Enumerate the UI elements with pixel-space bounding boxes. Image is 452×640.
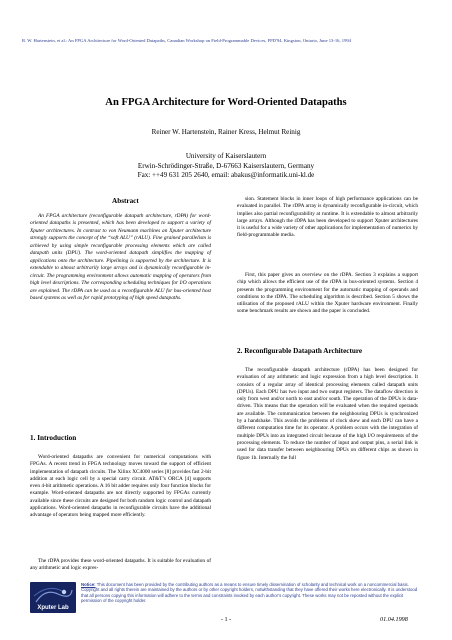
paper-title: An FPGA Architecture for Word-Oriented Datapaths [105,97,347,108]
affiliation-line-2: Erwin-Schrödinger-Straße, D-67663 Kaiserslautern, Germany [137,161,315,170]
affiliation-line-1: University of Kaiserslautern [185,152,267,160]
right-paragraph-1: sion. Statement blocks in inner loops of high performance applications can be evaluated in parallel. The rDPA array is dynamically reconfigurable in-circuit, which implies also partial reconfigurability at runtime. It is extendable to almost arbitrarily large arrays. Although the rDPA has been developed to support Xputer architectures it is useful for a wide variety of other applications for implementation of numerics by field-programmable media. [237,196,418,239]
notice-body: This document has been provided by the contributing authors as a means to ensure timely dissemination of scholarity and technical work on a noncommercial basis. Copyright and all rights therein are maintained by the authors or by other copyright holders, notwithstanding that they have offered their works here electronically. It is understood that all persons copying this information will adhere to the terms and constraints invoked by each author’s copyright. These works may not be reposted without the explicit permission of the copyright holder. [81,582,418,604]
affiliation [0,152,452,181]
abstract-heading: Abstract [112,197,139,205]
abstract-text: An FPGA architecture (reconfigurable datapath architecture, rDPA) for word-oriented datapaths is presented, which has been developed to support a variety of Xputer architectures. In contrast to von Neumann machines an Xputer architecture strongly supports the concept of the “soft ALU” (rALU). Fine grained parallelism is achieved by using simple reconfigurable processing elements which are called datapath units (DPU). The word-oriented datapath simplifies the mapping of applications onto the architecture. Pipelining is supported by the architecture. It is extendable to almost arbitrarily large arrays and is dynamically reconfigurable in-circuit. The programming environment allows automatic mapping of operators from high level descriptions. The corresponding scheduling techniques for I/O operations are explained. The rDPA can be used as a reconfigurable ALU for bus-oriented host based systems as well as for rapid prototyping of high speed datapaths. [30,213,211,301]
section-2-heading: 2. Reconfigurable Datapath Architecture [237,347,363,355]
logo-text: Xputer Lab [37,605,69,611]
running-head: R. W. Hartenstein, et al.: An FPGA Architecture for Word-Oriented Datapaths, Canadian Workshop on Field-Programmable Devices, FPD'94, Kingston, Ontario, June 13-16, 1994 [22,38,351,43]
page-number: - 1 - [220,616,232,623]
right-paragraph-2: First, this paper gives an overview on the rDPA. Section 3 explains a support chip which allows the efficient use of the rDPA in bus-oriented systems. Section 4 presents the programming environment for the automatic mapping of operands and conditions to the rDPA. The scheduling algorithm is described. Section 5 shows the utilisation of the proposed rALU within the Xputer hardware environment. Finally some benchmark results are shown and the paper is concluded. [237,272,418,315]
right-paragraph-3: The reconfigurable datapath architecture (rDPA) has been designed for evaluation of any arithmetic and logic expression from a high level description. It consists of a regular array of identical processing elements called datapath units (DPUs). Each DPU has two input and two output registers. The dataflow direction is only from west and/or north to east and/or south. The operation of the DPUs is data-driven. This means that the operation will be evaluated when the required operands are available. The communication between the neighbouring DPUs is synchronized by a handshake. This avoids the problems of clock skew and each DPU can have a different computation time for its operator. A problem occurs with the integration of multiple DPUs into an integrated circuit because of the high I/O requirements of the processing elements. To reduce the number of input and output pins, a serial link is used for data transfer between neighbouring DPUs on different chips as shown in figure 1b. Internally the full [237,367,418,461]
intro-heading: 1. Introduction [30,434,77,442]
affiliation-line-3: Fax: ++49 631 205 2640, email: abakus@informatik.uni-kl.de [137,171,315,180]
authors: Reiner W. Hartenstein, Rainer Kress, Helmut Reinig [151,128,301,136]
footer-date: 01.04.1998 [380,616,408,623]
xputer-lab-logo [30,582,76,613]
intro-paragraph-2: The rDPA provides these word-oriented datapaths. It is suitable for evaluation of any arithmetic and logic expres- [30,558,211,572]
notice-label: Notice: [81,582,96,587]
intro-paragraph-1: Word-oriented datapaths are convenient for numerical computations with FPGAs. A recent trend in FPGA technology moves toward the support of efficient implementation of datapath circuits. The Xilinx XC4000 series [8] provides fast 2-bit addition at each logic cell by a special carry circuit. AT&T’s ORCA [4] supports even 4-bit arithmetic operations. A 16 bit adder requires only four function blocks for example. Word-oriented datapaths are not directly supported by FPGAs currently available since these circuits are designed for both random logic control and datapath applications. Word-oriented datapaths in reconfigurable circuits have the additional advantage of operators being mapped more efficiently. [30,454,211,519]
copyright-notice [81,582,423,604]
